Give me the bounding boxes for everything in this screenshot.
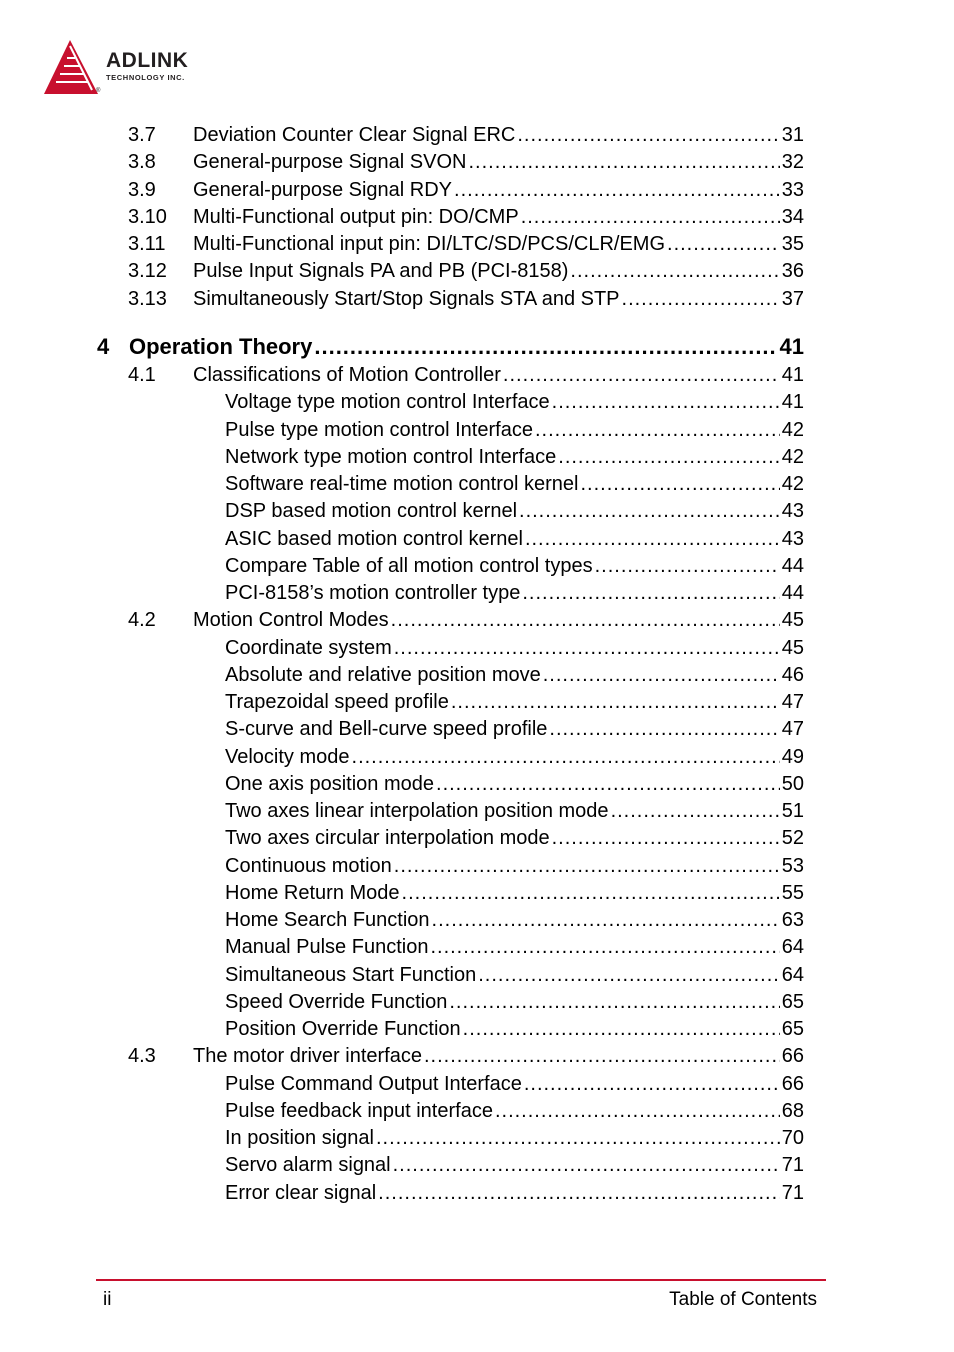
toc-entry-page: 65	[781, 990, 804, 1013]
toc-entry-page: 64	[781, 936, 804, 959]
toc-leader-dots	[558, 444, 779, 471]
toc-entry-title: Simultaneous Start Function	[225, 963, 477, 986]
toc-entry-title: Software real-time motion control kernel	[225, 473, 579, 495]
toc-entry-page: 65	[781, 1018, 804, 1040]
logo-registered-mark: ®	[96, 88, 101, 94]
toc-leader-dots	[552, 825, 780, 852]
toc-entry-page: 52	[781, 827, 804, 850]
toc-entry-page: 71	[781, 1181, 804, 1204]
toc-entry-page: 31	[781, 124, 804, 146]
toc-subsection-entry[interactable]	[0, 880, 954, 907]
toc-entry-title: Voltage type motion control Interface	[225, 391, 550, 414]
toc-entry-page: 42	[781, 473, 804, 495]
toc-entry-page: 51	[781, 800, 804, 822]
toc-subsection-entry[interactable]	[0, 962, 954, 989]
toc-subsection-entry[interactable]	[0, 1152, 954, 1179]
toc-leader-dots	[622, 286, 780, 313]
toc-leader-dots	[394, 635, 780, 662]
toc-entry-page: 37	[781, 287, 804, 310]
toc-entry-page: 68	[781, 1099, 804, 1122]
toc-subsection-entry[interactable]	[0, 853, 954, 880]
footer-section-title: Table of Contents	[669, 1289, 817, 1310]
toc-entry-title: Position Override Function	[225, 1018, 461, 1040]
toc-entry-title: ASIC based motion control kernel	[225, 527, 523, 550]
logo-tagline: TECHNOLOGY INC.	[106, 73, 185, 82]
toc-leader-dots	[521, 204, 780, 231]
toc-subsection-entry[interactable]	[0, 716, 954, 743]
toc-entry-title: Home Search Function	[225, 909, 430, 931]
footer-page-number: ii	[103, 1289, 112, 1310]
toc-entry-page: 35	[781, 233, 804, 255]
toc-entry-page: 42	[781, 418, 804, 441]
toc-entry-title: Simultaneously Start/Stop Signals STA and STP	[193, 287, 620, 310]
toc-entry-page: 36	[781, 260, 804, 283]
toc-subsection-entry[interactable]	[0, 989, 954, 1016]
toc-entry-page: 42	[781, 445, 804, 468]
toc-entry-title: In position signal	[225, 1127, 374, 1149]
toc-entry-title: Deviation Counter Clear Signal ERC	[193, 124, 516, 146]
toc-entry-number: 3.12	[128, 260, 167, 283]
toc-entry-title: Speed Override Function	[225, 990, 448, 1013]
toc-entry-title: Classifications of Motion Controller	[193, 364, 501, 386]
toc-subsection-entry[interactable]	[0, 417, 954, 444]
toc-subsection-entry[interactable]	[0, 771, 954, 798]
toc-leader-dots	[525, 526, 780, 553]
toc-leader-dots	[393, 1152, 780, 1179]
toc-leader-dots	[535, 417, 780, 444]
toc-entry-page: 41	[781, 364, 804, 386]
toc-subsection-entry[interactable]	[0, 907, 954, 934]
toc-leader-dots	[503, 362, 780, 389]
toc-entry-number: 3.10	[128, 205, 167, 228]
toc-subsection-entry[interactable]	[0, 1125, 954, 1152]
toc-leader-dots	[451, 689, 780, 716]
toc-subsection-entry[interactable]	[0, 389, 954, 416]
toc-entry-page: 33	[781, 178, 804, 201]
toc-entry-title: One axis position mode	[225, 772, 435, 795]
toc-entry-page: 71	[781, 1154, 804, 1177]
toc-subsection-entry[interactable]	[0, 580, 954, 607]
toc-leader-dots	[436, 771, 780, 798]
toc-subsection-entry[interactable]	[0, 444, 954, 471]
toc-leader-dots	[463, 1016, 780, 1043]
toc-chapter-entry[interactable]	[0, 333, 954, 360]
toc-leader-dots	[449, 989, 779, 1016]
toc-entry-title: Coordinate system	[225, 636, 392, 659]
toc-entry-title: Trapezoidal speed profile	[225, 691, 449, 713]
logo-wordmark: ADLINK	[106, 49, 189, 72]
toc-leader-dots	[495, 1098, 780, 1125]
toc-entry-title: General-purpose Signal SVON	[193, 151, 467, 174]
toc-entry-page: 43	[781, 500, 804, 523]
toc-entry-title: Servo alarm signal	[225, 1154, 391, 1177]
toc-entry-title: General-purpose Signal RDY	[193, 178, 453, 201]
toc-leader-dots	[595, 553, 780, 580]
adlink-triangle-icon	[42, 38, 102, 100]
toc-leader-dots	[549, 716, 779, 743]
toc-entry-page: 46	[781, 663, 804, 686]
toc-entry-title: Absolute and relative position move	[225, 663, 541, 686]
footer-rule	[96, 1279, 826, 1281]
toc-subsection-entry[interactable]	[0, 689, 954, 716]
toc-leader-dots	[580, 471, 779, 498]
toc-leader-dots	[524, 1071, 780, 1098]
toc-leader-dots	[402, 880, 780, 907]
toc-entry-page: 44	[781, 554, 804, 577]
toc-entry-page: 64	[781, 963, 804, 986]
toc-leader-dots	[376, 1125, 780, 1152]
toc-subsection-entry[interactable]	[0, 471, 954, 498]
toc-entry-page: 45	[781, 636, 804, 659]
toc-entry-title: PCI-8158’s motion controller type	[225, 582, 521, 604]
toc-entry-title: Error clear signal	[225, 1181, 377, 1204]
toc-leader-dots	[394, 853, 780, 880]
toc-entry-page: 47	[781, 718, 804, 741]
toc-entry-number: 4.2	[128, 609, 156, 632]
toc-leader-dots	[432, 907, 780, 934]
toc-entry-title: Manual Pulse Function	[225, 936, 429, 959]
toc-entry-number: 3.7	[128, 124, 156, 146]
toc-entry-title: Compare Table of all motion control types	[225, 554, 593, 577]
toc-entry-page: 45	[781, 609, 804, 632]
toc-entry-title: Pulse Input Signals PA and PB (PCI-8158)	[193, 260, 569, 283]
toc-entry-title: Pulse Command Output Interface	[225, 1072, 522, 1095]
toc-leader-dots	[519, 498, 780, 525]
toc-entry-page: 32	[781, 151, 804, 174]
toc-entry-page: 49	[781, 745, 804, 768]
toc-section-entry[interactable]	[0, 149, 954, 176]
toc-leader-dots	[517, 122, 779, 149]
toc-entry-page: 63	[781, 909, 804, 931]
toc-entry-title: Multi-Functional output pin: DO/CMP	[193, 205, 519, 228]
toc-section-entry[interactable]	[0, 177, 954, 204]
toc-leader-dots	[522, 580, 779, 607]
toc-entry-page: 34	[781, 205, 804, 228]
toc-entry-title: S-curve and Bell-curve speed profile	[225, 718, 548, 741]
toc-entry-page: 44	[781, 582, 804, 604]
toc-subsection-entry[interactable]	[0, 934, 954, 961]
toc-entry-number: 4	[97, 334, 110, 359]
toc-subsection-entry[interactable]	[0, 526, 954, 553]
toc-subsection-entry[interactable]	[0, 635, 954, 662]
toc-leader-dots	[468, 149, 779, 176]
toc-entry-title: Motion Control Modes	[193, 609, 389, 632]
toc-subsection-entry[interactable]	[0, 1016, 954, 1043]
toc-subsection-entry[interactable]	[0, 798, 954, 825]
toc-entry-page: 50	[781, 772, 804, 795]
toc-subsection-entry[interactable]	[0, 1071, 954, 1098]
toc-entry-number: 4.3	[128, 1045, 156, 1068]
toc-entry-number: 3.11	[128, 233, 166, 255]
toc-entry-title: Home Return Mode	[225, 881, 400, 904]
toc-leader-dots	[478, 962, 780, 989]
toc-subsection-entry[interactable]	[0, 553, 954, 580]
toc-leader-dots	[454, 177, 780, 204]
toc-entry-title: Continuous motion	[225, 854, 392, 877]
toc-section-entry[interactable]	[0, 1043, 954, 1070]
toc-entry-page: 41	[781, 391, 804, 414]
toc-leader-dots	[543, 662, 780, 689]
toc-subsection-entry[interactable]	[0, 825, 954, 852]
toc-entry-title: Pulse feedback input interface	[225, 1099, 493, 1122]
toc-entry-number: 4.1	[128, 364, 156, 386]
toc-leader-dots	[391, 607, 780, 634]
toc-entry-title: Two axes circular interpolation mode	[225, 827, 550, 850]
toc-entry-title: Velocity mode	[225, 745, 350, 768]
toc-entry-title: Two axes linear interpolation position mode	[225, 800, 609, 822]
toc-entry-number: 3.9	[128, 178, 156, 201]
toc-leader-dots	[430, 934, 779, 961]
toc-entry-page: 66	[781, 1045, 804, 1068]
toc-leader-dots	[570, 258, 779, 285]
toc-entry-page: 41	[779, 334, 804, 359]
toc-entry-number: 3.13	[128, 287, 167, 310]
toc-section-entry[interactable]	[0, 122, 954, 149]
adlink-logo	[42, 38, 242, 100]
toc-subsection-entry[interactable]	[0, 744, 954, 771]
toc-subsection-entry[interactable]	[0, 1180, 954, 1207]
toc-leader-dots	[352, 744, 780, 771]
toc-entry-title: The motor driver interface	[193, 1045, 422, 1068]
toc-subsection-entry[interactable]	[0, 662, 954, 689]
toc-entry-title: DSP based motion control kernel	[225, 500, 518, 523]
toc-section-entry[interactable]	[0, 607, 954, 634]
toc-entry-page: 66	[781, 1072, 804, 1095]
toc-leader-dots	[552, 389, 780, 416]
toc-entry-title: Multi-Functional input pin: DI/LTC/SD/PCS/CLR/EMG	[193, 233, 666, 255]
toc-leader-dots	[611, 798, 780, 825]
toc-section-entry[interactable]	[0, 362, 954, 389]
toc-leader-dots	[314, 333, 777, 360]
toc-entry-page: 47	[781, 691, 804, 713]
toc-leader-dots	[667, 231, 780, 258]
toc-leader-dots	[378, 1180, 780, 1207]
toc-subsection-entry[interactable]	[0, 498, 954, 525]
toc-leader-dots	[424, 1043, 780, 1070]
toc-entry-title: Network type motion control Interface	[225, 445, 557, 468]
toc-section-entry[interactable]	[0, 286, 954, 313]
toc-entry-title: Pulse type motion control Interface	[225, 418, 533, 441]
toc-section-entry[interactable]	[0, 231, 954, 258]
toc-entry-number: 3.8	[128, 151, 156, 174]
toc-entry-page: 53	[781, 854, 804, 877]
toc-subsection-entry[interactable]	[0, 1098, 954, 1125]
toc-entry-title: Operation Theory	[129, 334, 313, 359]
toc-entry-page: 43	[781, 527, 804, 550]
toc-section-entry[interactable]	[0, 258, 954, 285]
toc-section-entry[interactable]	[0, 204, 954, 231]
toc-entry-page: 55	[781, 881, 804, 904]
toc-entry-page: 70	[781, 1127, 804, 1149]
